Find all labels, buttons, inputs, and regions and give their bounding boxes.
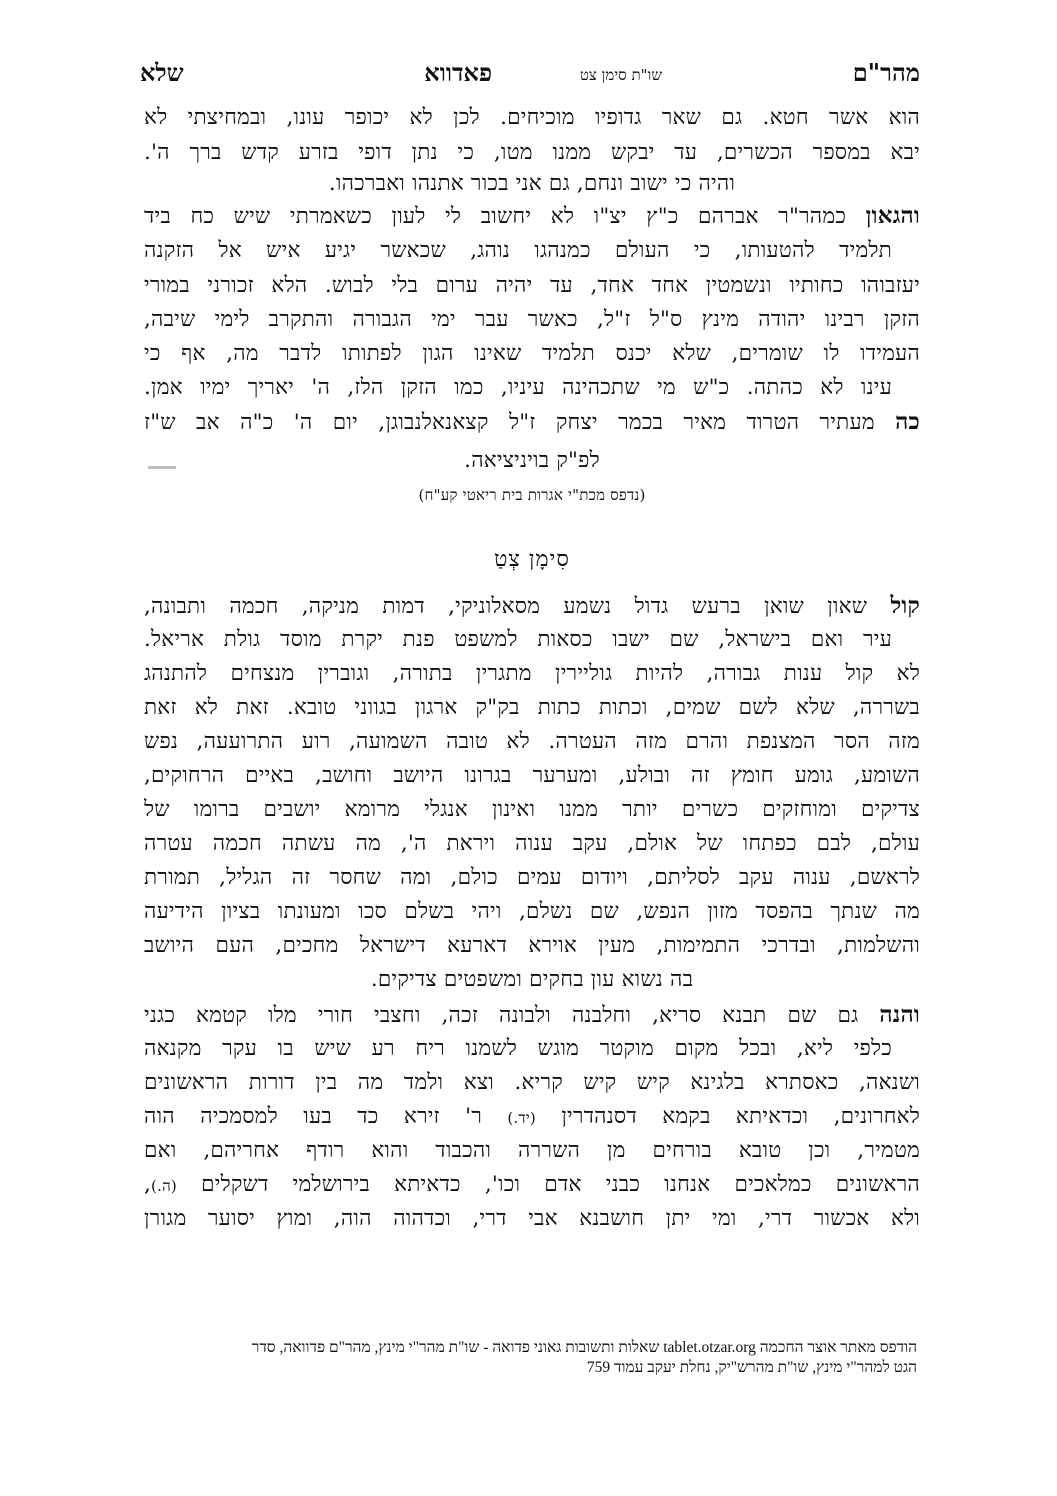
text-run: שאון שואן ברעש גדול נשמע מסאלוניקי, דמות מניקה, חכמה ותבונה, <box>144 594 891 619</box>
paragraph-first-line <box>144 591 920 622</box>
footer-site-link[interactable]: tablet.otzar.org <box>663 1339 756 1356</box>
paragraph-first-line <box>144 201 920 232</box>
print-footer <box>137 1338 917 1378</box>
text-run: הראשונים כמלאכים אנחנו כבני אדם וכו', כדאיתא בירושלמי דשקלים <box>176 1172 920 1197</box>
text-line: כלפי ליא, ובכל מקום מוקטר מוגש לשמנו ריח רע שיש בו עקר מקנאה <box>144 1036 892 1061</box>
printed-note: (נדפס מכת"י אגרות בית ריאטי קע"ח) <box>418 486 646 504</box>
paragraph-first-line <box>144 407 920 438</box>
text-run: , <box>144 1172 152 1197</box>
text-line: בה נשוא עון בחקים ומשפטים צדיקים. <box>370 967 694 992</box>
lead-word: והגאון <box>865 202 920 229</box>
footer-text: שאלות ותשובות גאוני פדואה - שו"ת מהר"י מינץ, מהר"ם פדוואה, סדר <box>251 1339 664 1356</box>
lead-word: קול <box>890 592 920 619</box>
text-line: הזקן רבינו יהודה מינץ ס"ל ז"ל, כאשר עבר ימי הגבורה והתקרב לימי שיבה, <box>144 307 920 332</box>
text-line: יבא במספר הכשרים, עד יבקש ממנו מטו, כי נתן דופי בזרע קדש ברך ה'. <box>144 140 920 165</box>
scan-artifact <box>148 466 176 469</box>
text-line: תלמיד להטעותו, כי העולם כמנהגו נוהג, שכאשר יגיע איש אל הזקנה <box>144 238 892 263</box>
text-line: יעזבוהו כחותיו ונשמטין אחד אחד, עד יהיה ערום בלי לבוש. הלא זכורני במורי <box>144 273 920 298</box>
source-reference: (יד.) <box>507 1109 536 1127</box>
text-line: מזה הסר המצנפת והרם מזה העטרה. לא טובה השמועה, רוע התרועעה, נפש <box>144 729 920 754</box>
text-line: לראשם, ענוה עקב לסליתם, ויודום עמים כולם, ומה שחסר זה הגליל, תמורת <box>144 865 920 890</box>
text-line: ושנאה, כאסתרא בלגינא קיש קיש קריא. וצא ולמד מה בין דורות הראשונים <box>144 1070 920 1095</box>
paragraph-first-line <box>144 1000 920 1031</box>
text-run: מעתיר הטרוד מאיר בכמר יצחק ז"ל קצאנאלנבוגן, יום ה' כ"ה אב ש"ז <box>144 410 896 435</box>
text-line: לא קול ענות גבורה, להיות גוליירין מתגרין בתורה, וגוברין מנצחים להתנהג <box>144 661 920 686</box>
siman-title: סִימָן צְטַ <box>494 547 570 572</box>
text-line: והיה כי ישוב ונחם, גם אני בכור אתנהו ואברכהו. <box>328 171 736 196</box>
text-line: צדיקים ומוחזקים כשרים יותר ממנו ואינון אנגלי מרומא יושבים ברומו של <box>144 797 920 822</box>
source-reference: (ה.) <box>151 1177 177 1195</box>
running-header <box>140 58 920 92</box>
text-line: הוא אשר חטא. גם שאר גדופיו מוכיחים. לכן לא יכופר עונו, ובמחיצתי לא <box>144 105 920 130</box>
footer-line <box>137 1338 917 1358</box>
text-line: והשלמות, ובדרכי התמימות, מעין אוירא דארעא דישראל מחכים, העם היושב <box>144 933 920 958</box>
text-line: עיר ואם בישראל, שם ישבו כסאות למשפט פנת יקרת מוסד גולת אריאל. <box>144 627 892 652</box>
text-line: בשררה, שלא לשם שמים, וכתות כתות בק"ק ארגון בגווני טובא. זאת לא זאת <box>144 695 920 720</box>
footer-line: הגט למהר"י מינץ, שו"ת מהרש"יק, נחלת יעקב עמוד 759 <box>586 1359 917 1376</box>
text-line: השומע, גומע חומץ זה ובולע, ומערער בגרונו היושב וחושב, באיים הרחוקים, <box>144 763 920 788</box>
footer-text: הודפס מאתר אוצר החכמה <box>755 1339 917 1356</box>
text-run: גם שם תבנא סריא, וחלבנה ולבונה זכה, וחצבי חורי מלו קטמא כגני <box>144 1003 880 1028</box>
header-city: פאדווא <box>424 58 492 87</box>
text-line: מה שנתך בהפסד מזון הנפש, שם נשלם, ויהי בשלם סכו ומעונתו בציון הידיעה <box>144 899 920 924</box>
header-author: מהר"ם <box>852 58 920 87</box>
lead-word: כה <box>895 408 920 435</box>
text-line: לפ"ק בויניציאה. <box>464 448 600 473</box>
header-section: שו"ת סימן צט <box>579 66 662 84</box>
text-line-with-reference <box>144 1170 920 1201</box>
text-line: העמידו לו שומרים, שלא יכנס תלמיד שאינו הגון לפתותו לדבר מה, אף כי <box>144 341 920 366</box>
text-line-with-reference <box>144 1102 920 1133</box>
lead-word: והנה <box>879 1001 920 1028</box>
text-run: לאחרונים, וכדאיתא בקמא דסנהדרין <box>535 1104 921 1129</box>
text-line: עולם, לבם כפתחו של אולם, עקב ענוה ויראת ה', מה עשתה חכמה עטרה <box>144 831 920 856</box>
text-run: כמהר"ר אברהם כ"ץ יצ"ו לא יחשוב לי לעון כשאמרתי שיש כח ביד <box>144 204 866 229</box>
header-page-number: שלא <box>140 58 184 87</box>
text-line: עינו לא כהתה. כ"ש מי שתכהינה עיניו, כמו הזקן הלז, ה' יאריך ימיו אמן. <box>144 375 892 400</box>
text-line: ולא אכשור דרי, ומי יתן חושבנא אבי דרי, וכדהוה הוה, ומוץ יסוער מגורן <box>144 1206 920 1231</box>
text-run: ר' זירא כד בעו למסמכיה הוה <box>144 1104 508 1129</box>
text-line: מטמיר, וכן טובא בורחים מן השררה והכבוד והוא רודף אחריהם, ואם <box>144 1138 920 1163</box>
